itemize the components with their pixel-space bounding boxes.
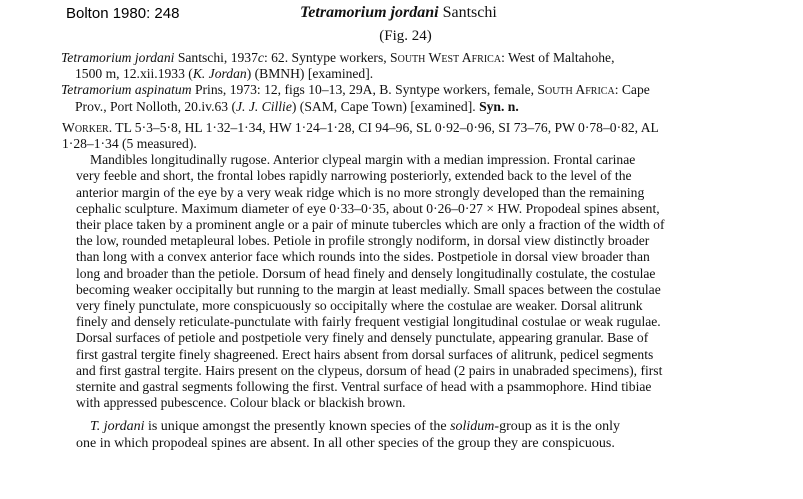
synonymy-entry-2: Tetramorium aspinatum Prins, 1973: 12, figs 10–13, 29A, B. Syntype workers, female, South Africa: Cape Prov., Port Nolloth, 20.iv.63 (J. J. Cillie) (SAM, Cape Town) [examined]. Syn. n.	[61, 82, 650, 114]
description-line: their place taken by a prominent angle or a pair of minute tubercles which are only a fraction of the width of	[76, 217, 665, 233]
description-line: sternite and gastral segments following the first. Ventral surface of head with a psammophore. Hind tibiae	[76, 379, 652, 395]
description-line: very feeble and short, the frontal lobes rapidly narrowing posteriorly, extended back to the level of the	[76, 168, 632, 184]
synonym-region: South Africa	[537, 82, 615, 98]
description-line: the low, rounded metapleural lobes. Petiole in profile strongly nodiform, in dorsal view distinctly broader	[76, 233, 650, 249]
description-line: cephalic sculpture. Maximum diameter of eye 0·33–0·35, about 0·26–0·27 × HW. Propodeal spines absent,	[76, 200, 660, 216]
title-author: Santschi	[442, 4, 497, 21]
figure-reference: (Fig. 24)	[379, 28, 432, 44]
description-line: Mandibles longitudinally rugose. Anterior clypeal margin with a median impression. Frontal carinae	[90, 152, 636, 168]
description-line: with appressed pubescence. Colour black or blackish brown.	[76, 395, 406, 411]
synonym-name: Tetramorium jordani	[61, 50, 175, 65]
description-line: anterior margin of the eye by a very weak ridge which is no more strongly developed than the remaining	[76, 184, 645, 200]
worker-label: Worker.	[62, 119, 113, 135]
species-title	[300, 4, 497, 22]
description-line: becoming weaker occipitally but running to the margin at least medially. Small spaces between the costulae	[76, 281, 661, 297]
synonym-region: South West Africa	[390, 50, 502, 65]
source-citation: Bolton 1980: 248	[66, 5, 180, 22]
description-line: Dorsal surfaces of petiole and postpetiole very finely and densely punctulate, appearing granular. Base of	[76, 330, 649, 346]
document-body	[62, 50, 762, 452]
synonym-name: Tetramorium aspinatum	[61, 82, 192, 98]
description-paragraph	[62, 152, 762, 411]
description-line: very finely punctulate, more conspicuously so occipitally where the costulae are weaker. Dorsal alitrunk	[76, 298, 643, 314]
title-species-name: Tetramorium jordani	[300, 4, 439, 21]
synonym-collector: K. Jordan	[192, 66, 247, 82]
diagnosis-paragraph: T. jordani is unique amongst the presently known species of the solidum-group as it is the only one in which propodeal spines are absent. In all other species of the group they are conspicuous.	[76, 419, 621, 452]
synonymy-entry-1: Tetramorium jordani Santschi, 1937c: 62. Syntype workers, South West Africa: West of Maltahohe, 1500 m, 12.xii.1933 (K. Jordan) (BMNH) [examined].	[61, 50, 615, 82]
description-line: long and broader than the petiole. Dorsum of head finely and densely longitudinally costulate, the costulae	[76, 265, 656, 281]
worker-measurements: Worker. TL 5·3–5·8, HL 1·32–1·34, HW 1·24–1·28, CI 94–96, SL 0·92–0·96, SI 73–76, PW 0·78–0·82, AL 1·28–1·34 (5 measured).	[62, 119, 659, 152]
description-line: than long with a convex anterior face which rounds into the sides. Postpetiole in dorsal view broader than	[76, 249, 650, 265]
diagnosis-species: T. jordani	[90, 419, 145, 435]
species-group-name: solidum	[450, 419, 495, 435]
description-line: first gastral tergite finely shagreened. Erect hairs absent from dorsal surfaces of alitrunk, pedicel segments	[76, 346, 654, 362]
description-line: and first gastral tergite. Hairs present on the clypeus, dorsum of head (2 pairs in unabraded specimens), first	[76, 362, 663, 378]
description-line: finely and densely reticulate-punctulate with fairly frequent vestigial longitudinal costulae or weak rugulae.	[76, 314, 661, 330]
synonym-collector: J. J. Cillie	[236, 98, 292, 114]
synonymy-note: Syn. n.	[479, 98, 519, 114]
